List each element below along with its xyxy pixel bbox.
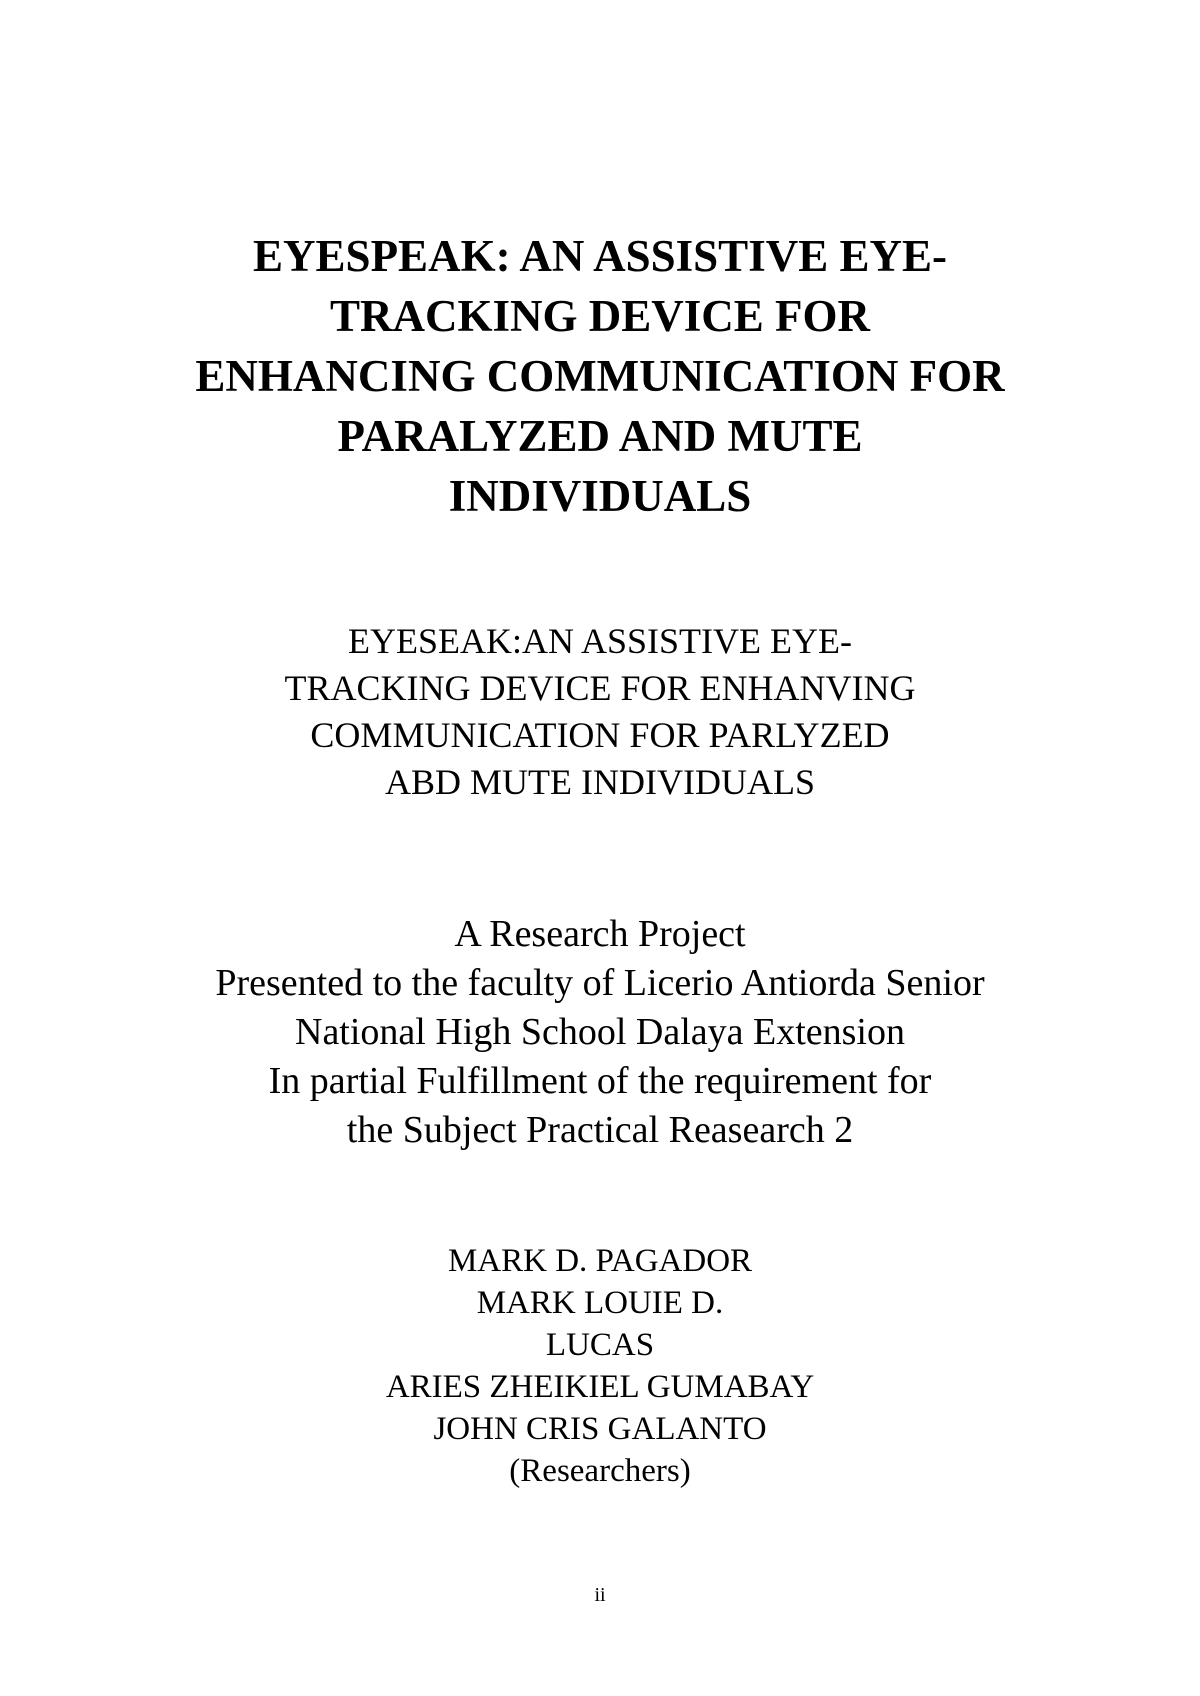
page-number: ii (594, 1584, 606, 1606)
main-title (0, 226, 1200, 526)
secondary-title-line: ABD MUTE INDIVIDUALS (385, 762, 815, 802)
main-title-line: EYESPEAK: AN ASSISTIVE EYE- (253, 231, 947, 281)
researcher-name: ARIES ZHEIKIEL GUMABAY (385, 1369, 815, 1405)
secondary-title (0, 618, 1200, 806)
researchers-list (0, 1240, 1200, 1492)
researchers-caption: (Researchers) (509, 1453, 691, 1489)
researcher-name: LUCAS (545, 1327, 655, 1363)
project-description (0, 910, 1200, 1155)
secondary-title-line: EYESEAK:AN ASSISTIVE EYE- (348, 621, 852, 661)
main-title-line: INDIVIDUALS (448, 471, 752, 521)
main-title-line: ENHANCING COMMUNICATION FOR (195, 351, 1005, 401)
researcher-name: MARK LOUIE D. (476, 1285, 724, 1321)
main-title-line: PARALYZED AND MUTE (337, 411, 863, 461)
project-description-line: National High School Dalaya Extension (295, 1011, 905, 1053)
researcher-name: JOHN CRIS GALANTO (433, 1411, 767, 1447)
secondary-title-line: TRACKING DEVICE FOR ENHANVING (284, 668, 916, 708)
main-title-line: TRACKING DEVICE FOR (329, 291, 871, 341)
project-description-line: the Subject Practical Reasearch 2 (346, 1109, 854, 1151)
researcher-name: MARK D. PAGADOR (447, 1243, 753, 1279)
project-description-line: In partial Fulfillment of the requirement for (268, 1060, 932, 1102)
project-description-line: Presented to the faculty of Licerio Antiorda Senior (215, 962, 985, 1004)
secondary-title-line: COMMUNICATION FOR PARLYZED (310, 715, 890, 755)
project-description-line: A Research Project (454, 913, 746, 955)
